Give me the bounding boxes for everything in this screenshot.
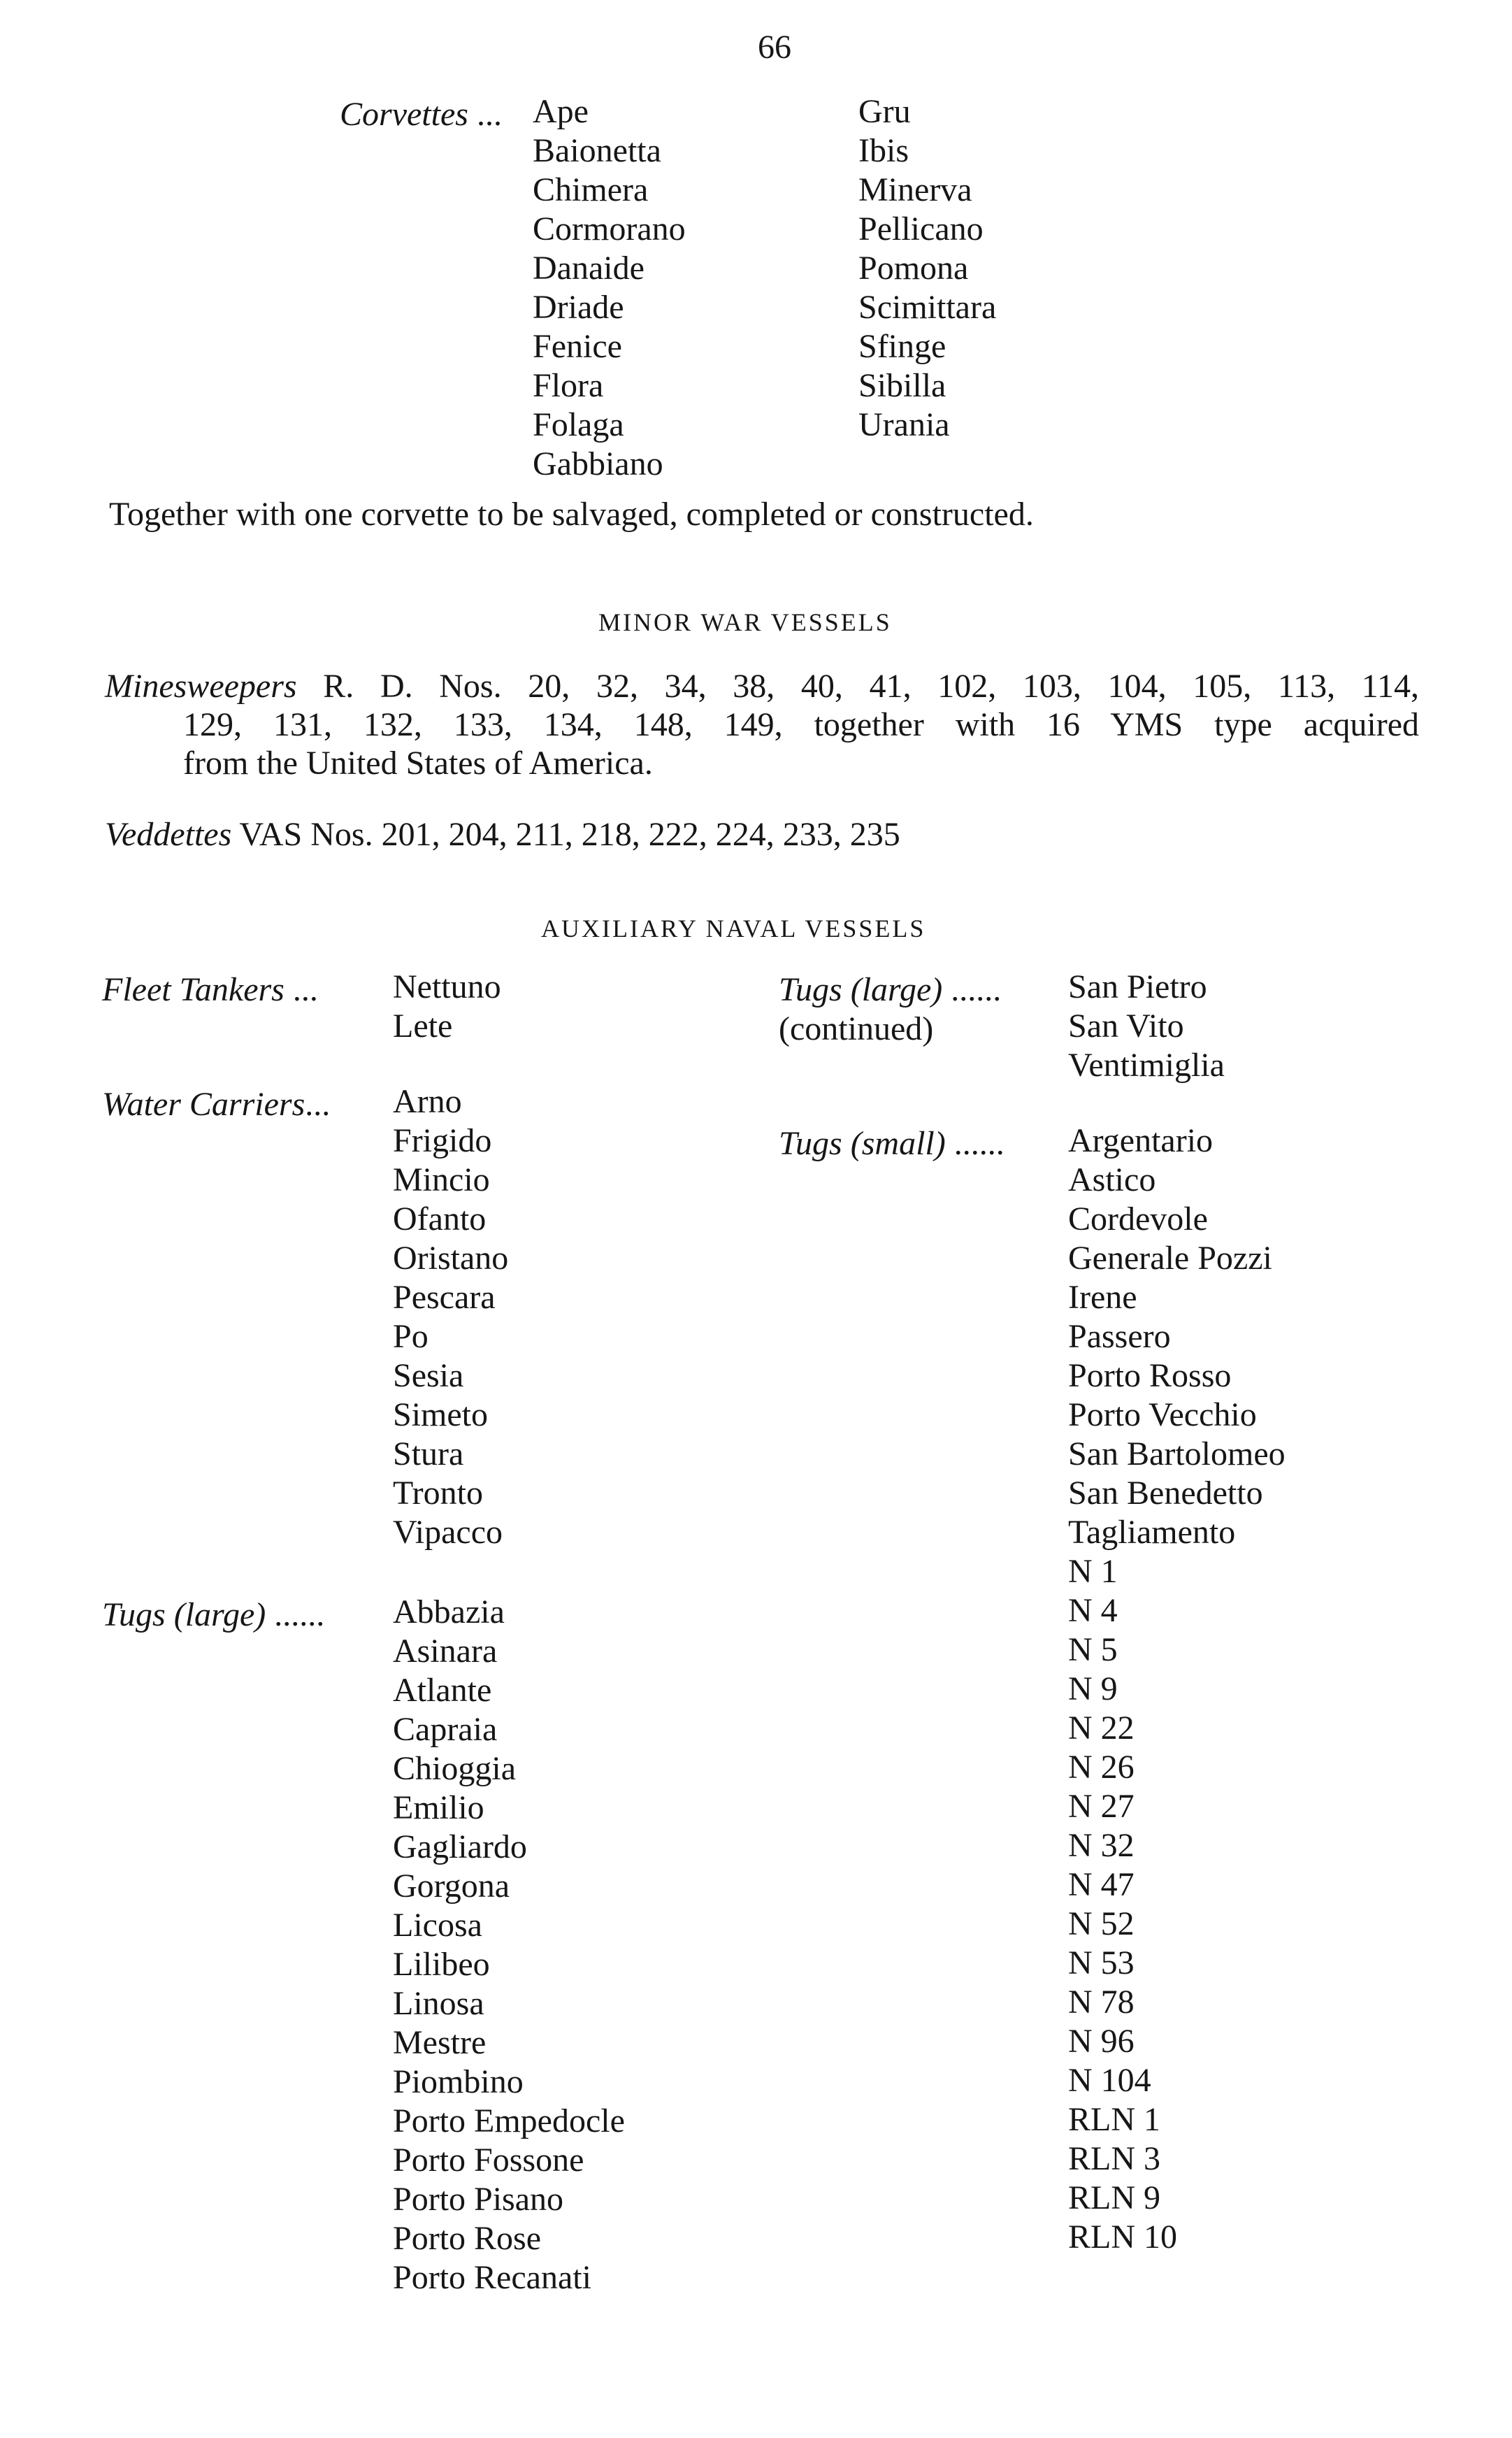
water-carrier-name: Frigido xyxy=(393,1122,492,1159)
tugs-large-continued-heading xyxy=(779,973,1001,1007)
tug-small-name: N 53 xyxy=(1068,1944,1135,1981)
minesweepers-line-1 xyxy=(105,670,1419,703)
corvette-name: Urania xyxy=(858,406,950,443)
tug-small-name: San Benedetto xyxy=(1068,1475,1263,1512)
tugs-large-leader: ...... xyxy=(274,1596,325,1633)
water-carriers-list xyxy=(393,1082,508,1552)
fleet-tankers-label: Fleet Tankers xyxy=(102,971,285,1008)
tugs-large-qualifier-text: (large) xyxy=(173,1596,266,1633)
tug-small-name: N 9 xyxy=(1068,1670,1118,1707)
veddettes-label: Veddettes xyxy=(105,816,232,853)
tug-large-name: San Pietro xyxy=(1068,968,1207,1005)
tug-large-name: Asinara xyxy=(393,1633,498,1670)
tugs-large-continued-list xyxy=(1068,968,1225,1085)
water-carrier-name: Ofanto xyxy=(393,1200,487,1238)
water-carrier-name: Oristano xyxy=(393,1240,509,1277)
tug-small-name: RLN 3 xyxy=(1068,2140,1160,2177)
tugs-large-qualifier xyxy=(174,1596,266,1633)
fleet-tankers-leader: ... xyxy=(292,971,318,1008)
corvette-name: Danaide xyxy=(533,250,645,287)
corvette-name: Driade xyxy=(533,289,624,326)
tug-large-name: Porto Pisano xyxy=(393,2181,564,2218)
tug-large-name: Mestre xyxy=(393,2024,487,2061)
tug-large-name: San Vito xyxy=(1068,1008,1184,1045)
corvettes-list-left xyxy=(533,92,686,484)
tug-large-name: Gagliardo xyxy=(393,1828,527,1865)
water-carrier-name: Mincio xyxy=(393,1161,490,1198)
water-carrier-name: Sesia xyxy=(393,1357,464,1394)
water-carriers-heading xyxy=(102,1088,330,1121)
fleet-tankers-heading xyxy=(102,973,318,1007)
tug-large-name: Porto Recanati xyxy=(393,2259,591,2296)
tug-large-name: Chioggia xyxy=(393,1750,516,1787)
corvette-name: Flora xyxy=(533,367,604,404)
corvette-name: Ibis xyxy=(858,132,909,169)
tug-small-name: N 5 xyxy=(1068,1631,1118,1668)
auxiliary-naval-vessels-heading: AUXILIARY NAVAL VESSELS xyxy=(541,915,926,942)
tug-small-name: N 104 xyxy=(1068,2062,1151,2099)
corvettes-label: Corvettes xyxy=(340,96,468,133)
corvette-name: Pellicano xyxy=(858,210,984,248)
water-carrier-name: Pescara xyxy=(393,1279,496,1316)
tug-small-name: Tagliamento xyxy=(1068,1514,1236,1551)
corvette-name: Scimittara xyxy=(858,289,997,326)
tugs-small-qualifier: (small) xyxy=(850,1125,946,1162)
corvette-name: Ape xyxy=(533,93,589,130)
tugs-small-list xyxy=(1068,1121,1286,2257)
fleet-tanker-name: Nettuno xyxy=(393,968,501,1005)
corvette-name: Sfinge xyxy=(858,328,946,365)
tugs-large-cont-label: Tugs xyxy=(779,971,842,1008)
tug-small-name: N 27 xyxy=(1068,1788,1135,1825)
tug-small-name: Passero xyxy=(1068,1318,1171,1355)
tug-small-name: N 32 xyxy=(1068,1827,1135,1864)
tug-small-name: N 26 xyxy=(1068,1749,1135,1786)
corvette-name: Fenice xyxy=(533,328,622,365)
tug-small-name: N 22 xyxy=(1068,1709,1135,1747)
tugs-small-heading xyxy=(779,1127,1005,1161)
corvette-name: Gru xyxy=(858,93,911,130)
tugs-small-leader: ...... xyxy=(953,1125,1005,1162)
tug-small-name: Irene xyxy=(1068,1279,1137,1316)
tug-large-name: Lilibeo xyxy=(393,1946,490,1983)
corvette-name: Baionetta xyxy=(533,132,661,169)
tugs-large-heading xyxy=(102,1598,324,1632)
water-carrier-name: Tronto xyxy=(393,1475,483,1512)
tug-small-name: N 52 xyxy=(1068,1905,1135,1942)
corvettes-note: Together with one corvette to be salvaged, completed or constructed. xyxy=(109,496,1034,533)
minor-war-vessels-heading: MINOR WAR VESSELS xyxy=(598,608,892,636)
tug-small-name: N 96 xyxy=(1068,2023,1135,2060)
tug-large-name: Linosa xyxy=(393,1985,484,2022)
tug-large-name: Porto Empedocle xyxy=(393,2102,625,2139)
corvette-name: Chimera xyxy=(533,171,649,208)
tug-small-name: RLN 1 xyxy=(1068,2101,1160,2138)
water-carrier-name: Arno xyxy=(393,1083,462,1120)
fleet-tankers-list xyxy=(393,968,501,1046)
tugs-small-label: Tugs xyxy=(779,1125,842,1162)
corvette-name: Pomona xyxy=(858,250,969,287)
tug-small-name: N 78 xyxy=(1068,1984,1135,2021)
tug-small-name: N 4 xyxy=(1068,1592,1118,1629)
tug-large-name: Capraia xyxy=(393,1711,498,1748)
tug-small-name: RLN 9 xyxy=(1068,2179,1160,2216)
tug-small-name: Porto Rosso xyxy=(1068,1357,1232,1394)
corvette-name: Cormorano xyxy=(533,210,686,248)
tug-large-name: Gorgona xyxy=(393,1867,510,1905)
tug-small-name: N 47 xyxy=(1068,1866,1135,1903)
tug-large-name: Piombino xyxy=(393,2063,524,2100)
tug-small-name: Porto Vecchio xyxy=(1068,1396,1257,1433)
tug-small-name: Argentario xyxy=(1068,1122,1214,1159)
minesweepers-label: Minesweepers xyxy=(105,668,297,705)
minesweepers-text-1: R. D. Nos. 20, 32, 34, 38, 40, 41, 102, 103, 104, 105, 113, 114, xyxy=(323,668,1420,705)
tug-small-name: Cordevole xyxy=(1068,1200,1208,1238)
corvette-name: Minerva xyxy=(858,171,972,208)
tug-small-name: San Bartolomeo xyxy=(1068,1435,1286,1472)
page-number: 66 xyxy=(758,29,791,66)
corvettes-heading xyxy=(340,98,502,131)
corvette-name: Folaga xyxy=(533,406,624,443)
tug-small-name: N 1 xyxy=(1068,1553,1118,1590)
veddettes-text: VAS Nos. 201, 204, 211, 218, 222, 224, 233, 235 xyxy=(239,816,900,853)
tugs-large-label: Tugs xyxy=(102,1596,166,1633)
tug-large-name: Emilio xyxy=(393,1789,484,1826)
tug-large-name: Ventimiglia xyxy=(1068,1047,1225,1084)
water-carriers-label: Water Carriers xyxy=(102,1086,305,1123)
tug-large-name: Porto Fossone xyxy=(393,2142,584,2179)
tugs-large-cont-qualifier: (large) xyxy=(850,971,943,1008)
tugs-large-list xyxy=(393,1593,625,2297)
tug-small-name: Generale Pozzi xyxy=(1068,1240,1272,1277)
minesweepers-line-2: 129, 131, 132, 133, 134, 148, 149, together with 16 YMS type acquired xyxy=(183,706,1419,743)
water-carrier-name: Po xyxy=(393,1318,429,1355)
tug-large-name: Abbazia xyxy=(393,1593,505,1630)
tugs-large-cont-leader: ...... xyxy=(951,971,1002,1008)
corvette-name: Gabbiano xyxy=(533,445,663,482)
tug-small-name: Astico xyxy=(1068,1161,1156,1198)
corvette-name: Sibilla xyxy=(858,367,946,404)
water-carriers-leader: ... xyxy=(305,1086,331,1123)
tug-large-name: Atlante xyxy=(393,1672,492,1709)
tugs-large-continued-note: (continued) xyxy=(779,1010,934,1047)
water-carrier-name: Simeto xyxy=(393,1396,489,1433)
water-carrier-name: Stura xyxy=(393,1435,464,1472)
tug-large-name: Porto Rose xyxy=(393,2220,542,2257)
corvettes-leader: ... xyxy=(476,96,502,133)
fleet-tanker-name: Lete xyxy=(393,1008,453,1045)
tug-large-name: Licosa xyxy=(393,1907,482,1944)
minesweepers-line-3: from the United States of America. xyxy=(183,745,653,782)
tug-small-name: RLN 10 xyxy=(1068,2218,1177,2256)
water-carrier-name: Vipacco xyxy=(393,1514,503,1551)
corvettes-list-right xyxy=(858,92,996,445)
veddettes-line xyxy=(105,818,900,852)
